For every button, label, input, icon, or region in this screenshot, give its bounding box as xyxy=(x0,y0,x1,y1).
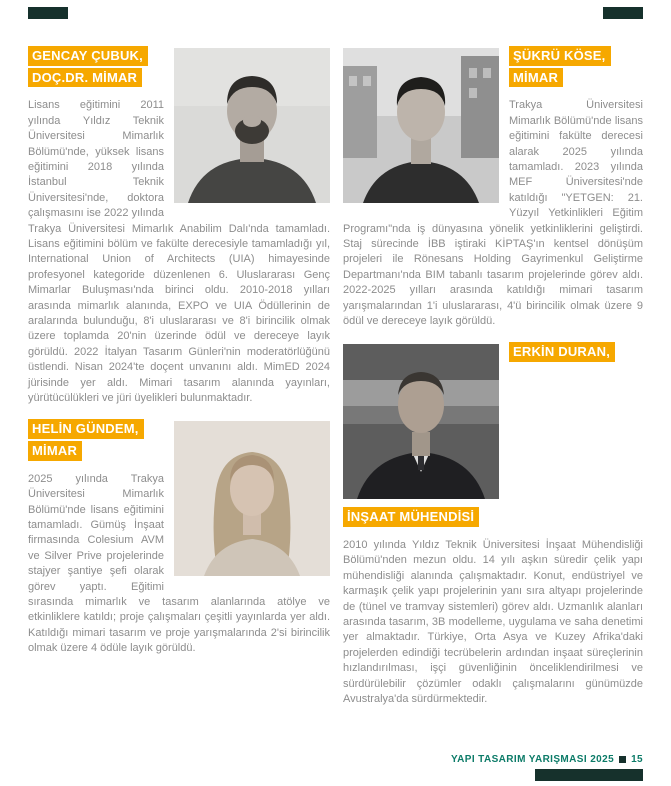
bio-text: Trakya Üniversitesi Mimarlık Bölümü'nde lisans eğitimini fakülte derecesi alarak 2025 yılında tamamladı. 2023 yılında MEF Üniversitesi'nde katıldığı "YETGEN: 21. Yüzyıl Yetkinlikleri Eğitim Programı"nda iş dünyasına yönelik yetkinliklerini geliştirdi. Staj sürecinde İBB iştiraki KİPTAŞ'ın kentsel dönüşüm projeleri ile Rönesans Holding Gayrimenkul Geliştirme Departmanı'nda BIM tabanlı tasarım projelerinde görev aldı. 2022-2025 yılları arasında katıldığı mimari tasarım yarışmalarından 1'i uluslararası, 4'ü birincilik olmak üzere 9 ödül ve dereceye layık görüldü. xyxy=(343,99,643,327)
page-footer xyxy=(451,754,643,765)
bio-name-line: ERKİN DURAN, xyxy=(509,342,615,362)
bio-title-line: İNŞAAT MÜHENDİSİ xyxy=(343,507,479,527)
bio-gencay-cubuk xyxy=(28,46,330,406)
bio-sukru-kose xyxy=(343,46,643,329)
footer-square-icon xyxy=(619,756,626,763)
footer-title: YAPI TASARIM YARIŞMASI 2025 xyxy=(450,754,615,765)
portrait-photo-gencay-cubuk xyxy=(174,48,330,203)
top-right-corner-bar xyxy=(603,7,643,19)
page-number: 15 xyxy=(631,754,643,765)
portrait-photo-helin-gundem xyxy=(174,421,330,576)
bio-erkin-duran xyxy=(343,342,643,707)
portrait-illustration xyxy=(343,344,499,499)
bio-text: Lisans eğitimini 2011 yılında Yıldız Teknik Üniversitesi Mimarlık Bölümü'nde, yüksek lisans eğitimini 2018 yılında İstanbul Teknik Üniversitesi'nde, doktora çalışmasını ise 2022 yılında Trakya Üniversitesi Mimarlık Anabilim Dalı'nda tamamladı. Lisans eğitimini bölüm ve fakülte derecesiyle tamamladığı yıl, International Union of Architects (UIA) himayesinde profesyonel kategoride düzenlenen 6. Uluslararası Genç Mimarlar Buluşması'nda birinci oldu. 2010-2018 yılları arasında mimarlık alanında, EXPO ve UIA Ödüllerinin de aralarında bulunduğu, 8'i uluslararası ve 8'i birincilik olmak üzere toplamda 20'nin üzerinde ödül ve dereceye layık görüldü. 2022 İtalyan Tasarım Günleri'nin moderatörlüğünü üstlendi. Nisan 2024'te doçent unvanını aldı. MimED 2024 jürisinde yer aldı. Mimari tasarım alanında yayınları, yürütücülükleri ve jüri üyelikleri bulunmaktadır. xyxy=(28,99,330,404)
bio-title-line: MİMAR xyxy=(509,68,563,88)
portrait-photo-sukru-kose xyxy=(343,48,499,203)
portrait-illustration xyxy=(174,48,330,203)
portrait-illustration xyxy=(174,421,330,576)
two-column-layout xyxy=(28,46,643,707)
right-column xyxy=(343,46,643,707)
bio-title-line: DOÇ.DR. MİMAR xyxy=(28,68,142,88)
bio-text: 2010 yılında Yıldız Teknik Üniversitesi İnşaat Mühendisliği Bölümü'nden mezun oldu. 14 yılı aşkın süredir çelik yapı mühendisliği alanında çalışmaktadır. Konut, endüstriyel ve karmaşık çelik yapı projelerinin yanı sıra altyapı projelerinde de (tünel ve tramvay sistemleri) görev aldı. Uzmanlık alanları arasında tasarım, 3B modelleme, uygulama ve saha denetimi yer almaktadır. Türkiye, Orta Asya ve Kuzey Afrika'daki projelerden edindiği tecrübelerin ardından inşaat süreçlerinin hızlandırılması, işçi güvenliğinin önceliklendirilmesi ve sürdürülebilir çözümler odaklı çalışmalarını günümüzde Avustralya'da sürdürmektedir. xyxy=(343,539,643,706)
left-column xyxy=(28,46,330,707)
bio-name-line: HELİN GÜNDEM, xyxy=(28,419,144,439)
top-left-corner-bar xyxy=(28,7,68,19)
bio-text: 2025 yılında Trakya Üniversitesi Mimarlık Bölümü'nde lisans eğitimini tamamladı. Gümüş İnşaat firmasında Colesium AVM ve Silver Prive projelerinde stajyer şantiye şefi olarak görev yaptı. Eğitimi sırasında mimarlık ve tasarım alanlarında atölye ve etkinliklere katıldı; proje çalışmaları çeşitli yayınlarda yer aldı. Katıldığı mimari tasarım ve proje yarışmalarında 2'si birincilik olmak üzere 4 ödüle layık görüldü. xyxy=(28,472,330,655)
bio-title-line: MİMAR xyxy=(28,441,82,461)
bottom-right-corner-bar xyxy=(535,769,643,781)
bio-name-line: ŞÜKRÜ KÖSE, xyxy=(509,46,611,66)
bio-name-line: GENCAY ÇUBUK, xyxy=(28,46,148,66)
bio-helin-gundem xyxy=(28,419,330,656)
portrait-illustration xyxy=(343,48,499,203)
portrait-photo-erkin-duran xyxy=(343,344,499,499)
